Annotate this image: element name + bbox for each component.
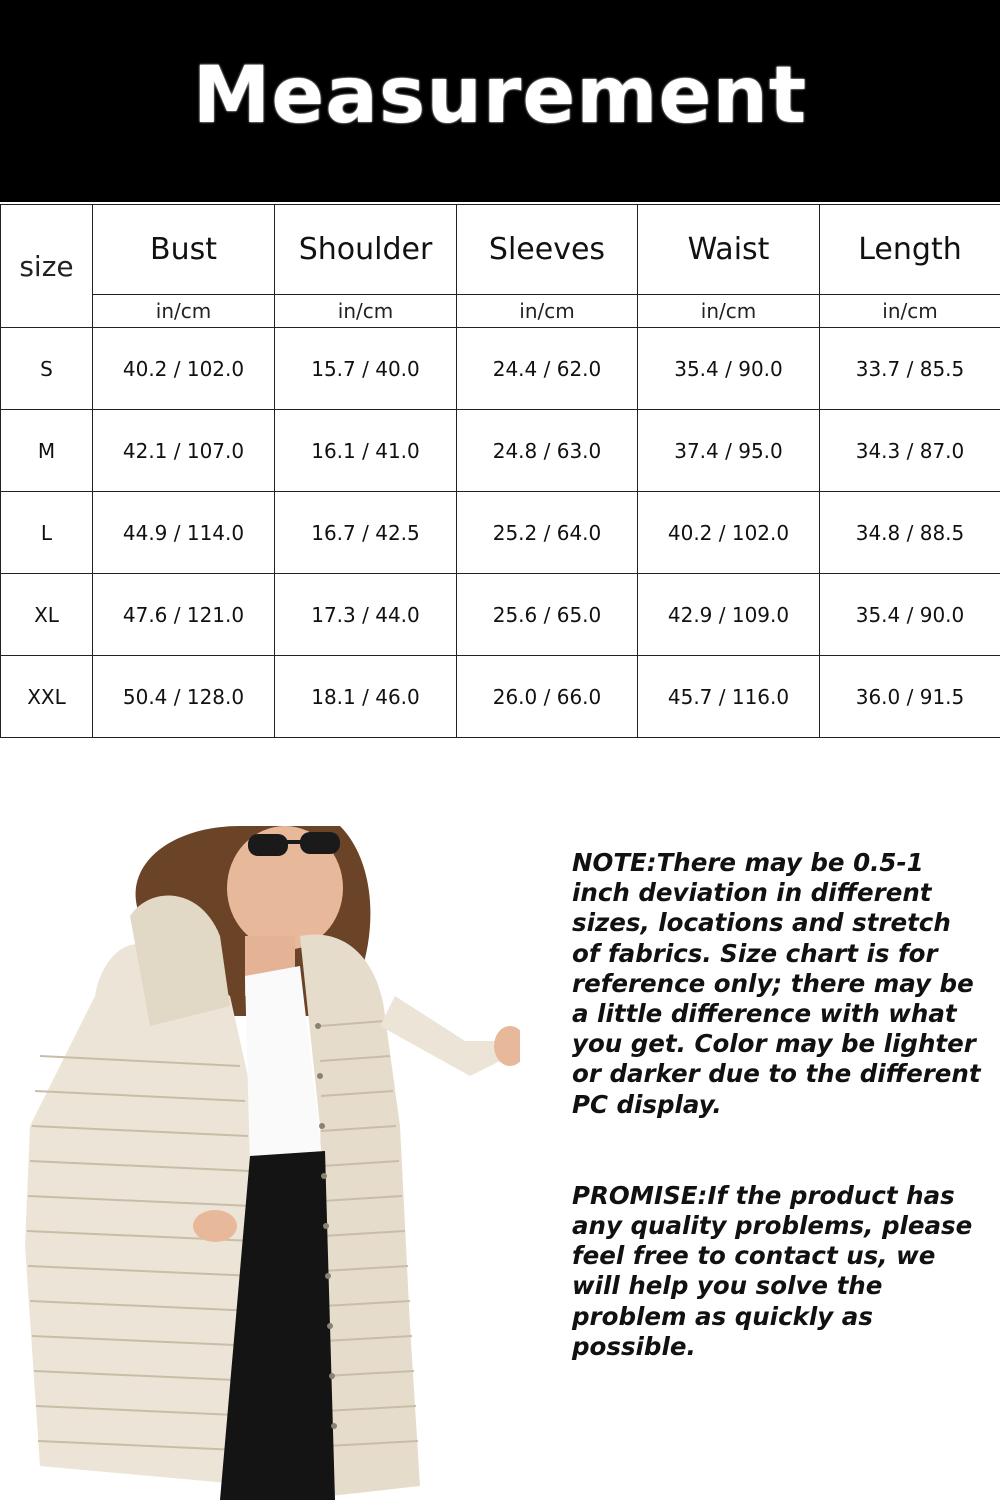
promise-text: PROMISE:If the product has any quality problems, please feel free to contact us, we will help you solve the problem as quickly as possible. [572, 1180, 973, 1361]
table-row [1, 410, 1000, 492]
size-label: S [1, 328, 93, 410]
page-title: Measurement [192, 51, 808, 141]
table-cell: 34.3 / 87.0 [820, 410, 1000, 492]
column-header-waist: Waist [638, 205, 820, 295]
column-header-sleeves: Sleeves [457, 205, 638, 295]
unit-label: in/cm [93, 294, 275, 327]
table-cell: 35.4 / 90.0 [638, 328, 820, 410]
table-cell: 42.9 / 109.0 [638, 574, 820, 656]
unit-label: in/cm [275, 294, 457, 327]
table-row [1, 656, 1000, 738]
column-header-length: Length [820, 205, 1000, 295]
model-illustration [0, 826, 520, 1500]
table-cell: 36.0 / 91.5 [820, 656, 1000, 738]
unit-label: in/cm [638, 294, 820, 327]
table-row [1, 328, 1000, 410]
header-banner [0, 0, 1000, 202]
unit-label: in/cm [457, 294, 638, 327]
size-label: XL [1, 574, 93, 656]
table-cell: 15.7 / 40.0 [275, 328, 457, 410]
table-cell: 40.2 / 102.0 [93, 328, 275, 410]
unit-label: in/cm [820, 294, 1000, 327]
model-photo [0, 826, 520, 1500]
unit-row [1, 294, 1000, 327]
table-header-row [1, 205, 1000, 295]
table-cell: 33.7 / 85.5 [820, 328, 1000, 410]
table-cell: 47.6 / 121.0 [93, 574, 275, 656]
size-label: M [1, 410, 93, 492]
table-cell: 40.2 / 102.0 [638, 492, 820, 574]
table-cell: 42.1 / 107.0 [93, 410, 275, 492]
table-cell: 25.2 / 64.0 [457, 492, 638, 574]
table-cell: 17.3 / 44.0 [275, 574, 457, 656]
table-cell: 18.1 / 46.0 [275, 656, 457, 738]
note-text: NOTE:There may be 0.5-1 inch deviation in different sizes, locations and stretch of fabrics. Size chart is for reference only; there may be a little difference with what you get. Color may be lighter or darker due to the different PC display. [572, 848, 981, 1119]
table-cell: 44.9 / 114.0 [93, 492, 275, 574]
size-chart-table [0, 204, 1000, 738]
table-cell: 34.8 / 88.5 [820, 492, 1000, 574]
notes-section [572, 848, 982, 1362]
table-cell: 16.1 / 41.0 [275, 410, 457, 492]
size-column-header: size [1, 205, 93, 328]
size-label: XXL [1, 656, 93, 738]
column-header-bust: Bust [93, 205, 275, 295]
column-header-shoulder: Shoulder [275, 205, 457, 295]
table-row [1, 492, 1000, 574]
table-cell: 24.4 / 62.0 [457, 328, 638, 410]
table-cell: 25.6 / 65.0 [457, 574, 638, 656]
table-cell: 50.4 / 128.0 [93, 656, 275, 738]
size-label: L [1, 492, 93, 574]
table-row [1, 574, 1000, 656]
table-cell: 37.4 / 95.0 [638, 410, 820, 492]
table-cell: 26.0 / 66.0 [457, 656, 638, 738]
table-cell: 16.7 / 42.5 [275, 492, 457, 574]
table-cell: 45.7 / 116.0 [638, 656, 820, 738]
table-cell: 35.4 / 90.0 [820, 574, 1000, 656]
table-cell: 24.8 / 63.0 [457, 410, 638, 492]
